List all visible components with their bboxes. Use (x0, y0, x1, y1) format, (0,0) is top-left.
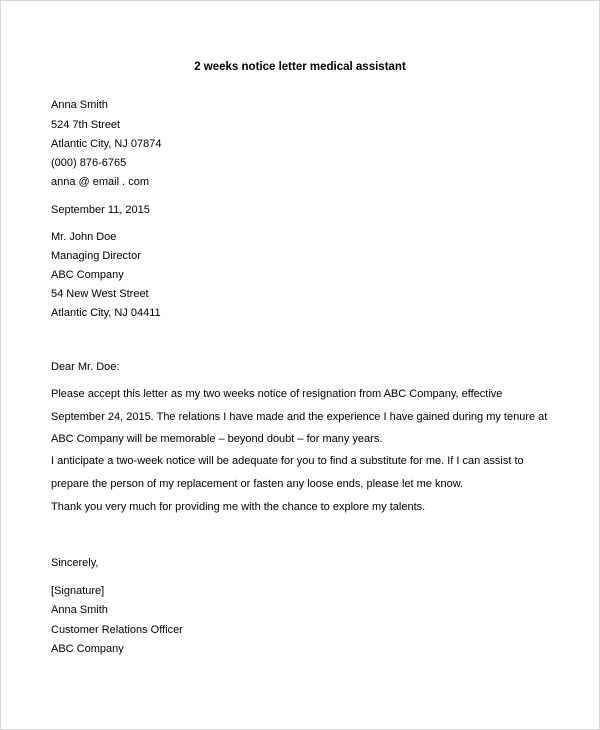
sender-street: 524 7th Street (51, 119, 121, 131)
recipient-city: Atlantic City, NJ 04411 (51, 307, 161, 319)
recipient-name: Mr. John Doe (51, 231, 117, 243)
signer-company: ABC Company (51, 643, 124, 655)
salutation: Dear Mr. Doe: (51, 361, 120, 373)
valediction: Sincerely, (51, 557, 99, 569)
sender-city: Atlantic City, NJ 07874 (51, 138, 162, 150)
body-paragraph-3: Thank you very much for providing me with the chance to explore my talents. (51, 501, 426, 513)
signer-name: Anna Smith (51, 604, 108, 616)
signature-placeholder: [Signature] (51, 585, 105, 597)
recipient-position: Managing Director (51, 250, 141, 262)
body-paragraph-2: I anticipate a two-week notice will be adequate for you to find a substitute for me. If I can assist to prepare the person of my replacement or fasten any loose ends, please let me know. (51, 455, 524, 490)
letter-date: September 11, 2015 (51, 204, 150, 216)
recipient-street: 54 New West Street (51, 288, 149, 300)
body-paragraph-1: Please accept this letter as my two weeks notice of resignation from ABC Company, effective September 24, 2015. The relations I have made and the experience I have gained during my tenure at ABC Company will be memorable – beyond doubt – for many years. (51, 388, 548, 445)
recipient-company: ABC Company (51, 269, 124, 281)
sender-phone: (000) 876-6765 (51, 157, 127, 169)
document-title: 2 weeks notice letter medical assistant (194, 61, 406, 73)
signer-title: Customer Relations Officer (51, 624, 183, 636)
sender-email: anna @ email . com (51, 176, 149, 188)
sender-name: Anna Smith (51, 99, 108, 111)
